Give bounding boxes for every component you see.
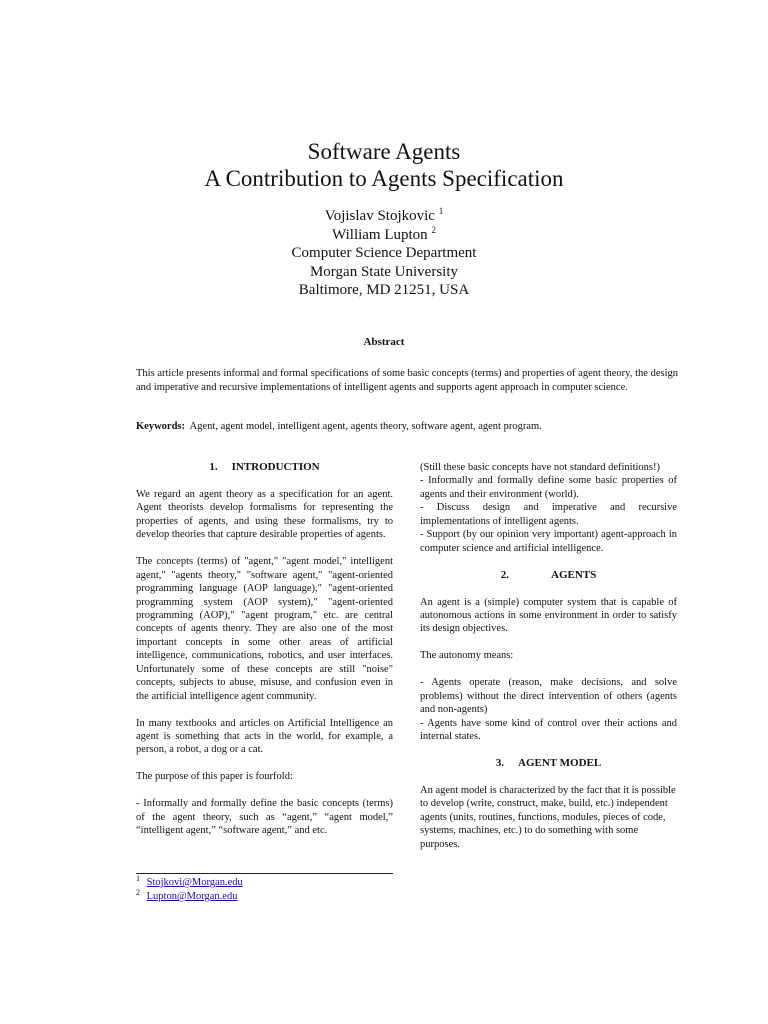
- section-title: INTRODUCTION: [231, 461, 320, 473]
- paragraph: In many textbooks and articles on Artificial Intelligence an agent is something that acts in the world, for example, a person, a robot, a dog or a cat.: [136, 717, 393, 756]
- author-1-footnote-mark: 1: [438, 206, 444, 216]
- footnote-number: 2: [136, 887, 140, 897]
- keywords-label: Keywords:: [136, 421, 185, 432]
- footnote-2: [136, 887, 243, 904]
- paragraph: - Informally and formally define the basic concepts (terms) of the agent theory, such as “agent,” “agent model,” “intelligent agent,” “software agent,” and etc.: [136, 798, 393, 837]
- paragraph: The concepts (terms) of "agent," "agent model," intelligent agent," "agents theory," "software agent," "agent-oriented programming language (AOP language)," "agent-oriented programming system (AOP system)," "agent-oriented programming (AOP)," "agent program," etc. are central concepts of agents theory. They are also one of the most important concepts in some other areas of artificial intelligence, communications, robotics, and user interfaces. Unfortunately some of these concepts are still "noise" concepts, subjects to abuse, misuse, and confusion even in the artificial intelligence agent community.: [136, 556, 393, 702]
- list-item: - Informally and formally define some basic properties of agents and their environment (world).: [420, 475, 677, 500]
- paragraph: We regard an agent theory as a specification for an agent. Agent theorists develop formalisms for representing the properties of agents, and using these formalisms, try to develop theories that capture desirable properties of agents.: [136, 488, 393, 541]
- author-2: [0, 226, 768, 245]
- author-1-name: Vojislav Stojkovic: [324, 208, 435, 224]
- paper-title: [0, 138, 768, 192]
- university: Morgan State University: [309, 263, 459, 280]
- left-column: [136, 461, 393, 838]
- paragraph: The purpose of this paper is fourfold:: [136, 771, 293, 783]
- section-number: 2.: [500, 568, 509, 581]
- paragraph: An agent model is characterized by the fact that it is possible to develop (write, construct, make, build, etc.) independent agents (units, routines, functions, modules, pieces of code, systems, machines, etc.) to do something with some purposes.: [420, 784, 676, 850]
- footnote-divider: [136, 873, 393, 874]
- title-line-2: A Contribution to Agents Specification: [204, 166, 564, 191]
- section-title: AGENTS: [551, 568, 597, 581]
- keywords-text: Agent, agent model, intelligent agent, agents theory, software agent, agent program.: [189, 421, 542, 432]
- list-item: - Support (by our opinion very important) agent-approach in computer science and artificial intelligence.: [420, 529, 677, 554]
- email-link[interactable]: Stojkovi@Morgan.edu: [146, 877, 243, 888]
- section-title: AGENT MODEL: [518, 756, 602, 769]
- author-2-footnote-mark: 2: [431, 224, 436, 235]
- list-item: - Agents operate (reason, make decisions, and solve problems) without the direct intervention of others (agents and non-agents): [420, 677, 677, 716]
- email-link[interactable]: Lupton@Morgan.edu: [146, 891, 238, 902]
- keywords: [136, 420, 678, 434]
- right-column: [420, 461, 677, 851]
- author-2-name: William Lupton: [332, 226, 428, 243]
- abstract-heading: Abstract: [363, 336, 405, 348]
- title-line-1: Software Agents: [307, 139, 461, 164]
- paragraph: (Still these basic concepts have not standard definitions!): [420, 462, 660, 473]
- author-1: [0, 207, 768, 226]
- address: Baltimore, MD 21251, USA: [298, 282, 470, 298]
- paragraph: An agent is a (simple) computer system that is capable of autonomous actions in some environment in order to satisfy its design objectives.: [420, 596, 677, 635]
- section-heading-agent-model: [420, 757, 677, 770]
- paragraph: The autonomy means:: [420, 650, 514, 662]
- list-item: - Agents have some kind of control over their actions and internal states.: [420, 717, 677, 742]
- section-heading-introduction: [136, 461, 393, 474]
- footnote-number: 1: [136, 873, 140, 883]
- footnotes: [136, 873, 243, 904]
- section-heading-agents: [420, 569, 677, 582]
- section-number: 1.: [209, 461, 218, 473]
- department: Computer Science Department: [291, 245, 477, 261]
- abstract-text: This article presents informal and formal specifications of some basic concepts (terms) and properties of agent theory, the design and imperative and recursive implementations of intelligent agents and supports agent approach in computer science.: [136, 368, 678, 393]
- footnote-1: [136, 873, 243, 890]
- author-block: [0, 207, 768, 300]
- list-item: - Discuss design and imperative and recursive implementations of intelligent agents.: [420, 502, 677, 527]
- section-number: 3.: [495, 756, 504, 769]
